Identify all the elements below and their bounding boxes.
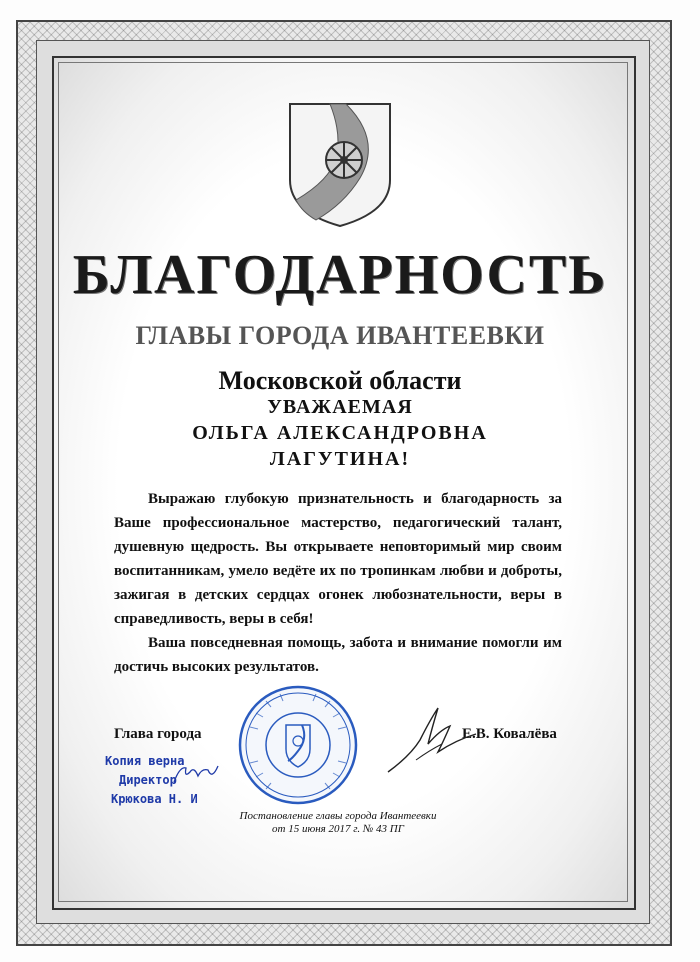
handwritten-signature [380,700,490,780]
footnote-line: от 15 июня 2017 г. № 43 ПГ [272,823,404,835]
body-text [114,487,562,679]
copy-stamp-line: Копия верна [105,754,185,768]
recipient-name: ОЛЬГА АЛЕКСАНДРОВНА [192,422,488,444]
region-line: Московской области [218,366,462,395]
round-seal-icon [236,683,360,807]
recipient-surname: ЛАГУТИНА! [269,448,411,470]
coat-of-arms-icon [286,100,394,230]
body-paragraph: Ваша повседневная помощь, забота и внимание помогли им достичь высоких результатов. [114,635,562,675]
signatory-position: Глава города [114,726,202,742]
signatory-name: Е.В. Ковалёва [462,726,557,742]
greeting-line-1: УВАЖАЕМАЯ [267,396,413,418]
copy-stamp-line: Крюкова Н. И [111,792,198,806]
copy-stamp-line: Директор [119,773,177,787]
document-subtitle: ГЛАВЫ ГОРОДА ИВАНТЕЕВКИ [135,321,545,350]
resolution-footnote [220,810,456,836]
body-paragraph: Выражаю глубокую признательность и благодарность за Ваше профессиональное мастерство, педагогический талант, душевную щедрость. Вы открываете неповторимый мир своим воспитанникам, умело ведёте их по тропинкам любви и доброты, зажигая в детских сердцах огонек любознательности, веры в справедливость, веры в себя! [114,491,562,627]
document-title: БЛАГОДАРНОСТЬ [72,244,608,306]
footnote-line: Постановление главы города Ивантеевки [239,810,437,822]
copy-signature [172,762,220,788]
